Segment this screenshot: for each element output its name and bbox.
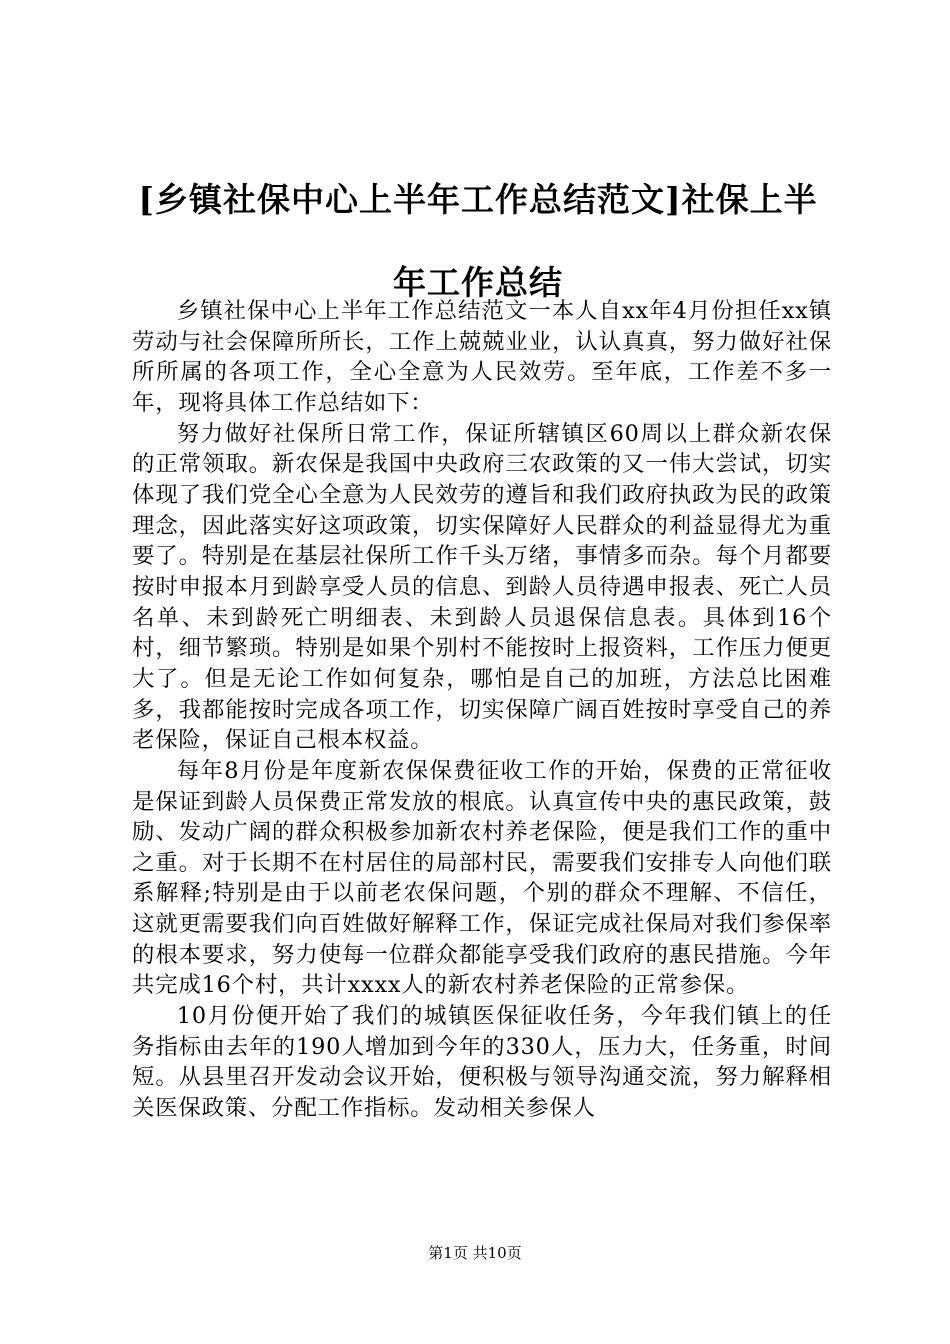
paragraph-medical-insurance: 10月份便开始了我们的城镇医保征收任务，今年我们镇上的任务指标由去年的190人增加到今年的330人，压力大，任务重，时间短。从县里召开发动会议开始，便积极与领导沟通交流，努力解释相关医保政策、分配工作指标。发动相关参保人 [132, 1003, 832, 1122]
paragraph-daily-work: 努力做好社保所日常工作，保证所辖镇区60周以上群众新农保的正常领取。新农保是我国中央政府三农政策的又一伟大尝试，切实体现了我们党全心全意为人民效劳的遵旨和我们政府执政为民的政策理念，因此落实好这项政策，切实保障好人民群众的利益显得尤为重要了。特别是在基层社保所工作千头万绪，事情多而杂。每个月都要按时申报本月到龄享受人员的信息、到龄人员待遇申报表、死亡人员名单、未到龄死亡明细表、未到龄人员退保信息表。具体到16个村，细节繁琐。特别是如果个别村不能按时上报资料，工作压力便更大了。但是无论工作如何复杂，哪怕是自己的加班，方法总比困难多，我都能按时完成各项工作，切实保障广阔百姓按时享受自己的养老保险，保证自己根本权益。 [132, 420, 832, 754]
document-title: [乡镇社保中心上半年工作总结范文]社保上半年工作总结 [138, 180, 818, 302]
page-footer: 第1页 共10页 [428, 1244, 522, 1262]
document-body [132, 296, 832, 1124]
paragraph-fee-collection: 每年8月份是年度新农保保费征收工作的开始，保费的正常征收是保证到龄人员保费正常发放的根底。认真宣传中央的惠民政策，鼓励、发动广阔的群众积极参加新农村养老保险，便是我们工作的重中之重。对于长期不在村居住的局部村民，需要我们安排专人向他们联系解释;特别是由于以前老农保问题，个别的群众不理解、不信任，这就更需要我们向百姓做好解释工作，保证完成社保局对我们参保率的根本要求，努力使每一位群众都能享受我们政府的惠民措施。今年共完成16个村，共计xxxx人的新农村养老保险的正常参保。 [132, 757, 832, 999]
paragraph-intro: 乡镇社保中心上半年工作总结范文一本人自xx年4月份担任xx镇劳动与社会保障所所长，工作上兢兢业业，认认真真，努力做好社保所所属的各项工作，全心全意为人民效劳。至年底，工作差不多一年，现将具体工作总结如下： [132, 298, 832, 416]
